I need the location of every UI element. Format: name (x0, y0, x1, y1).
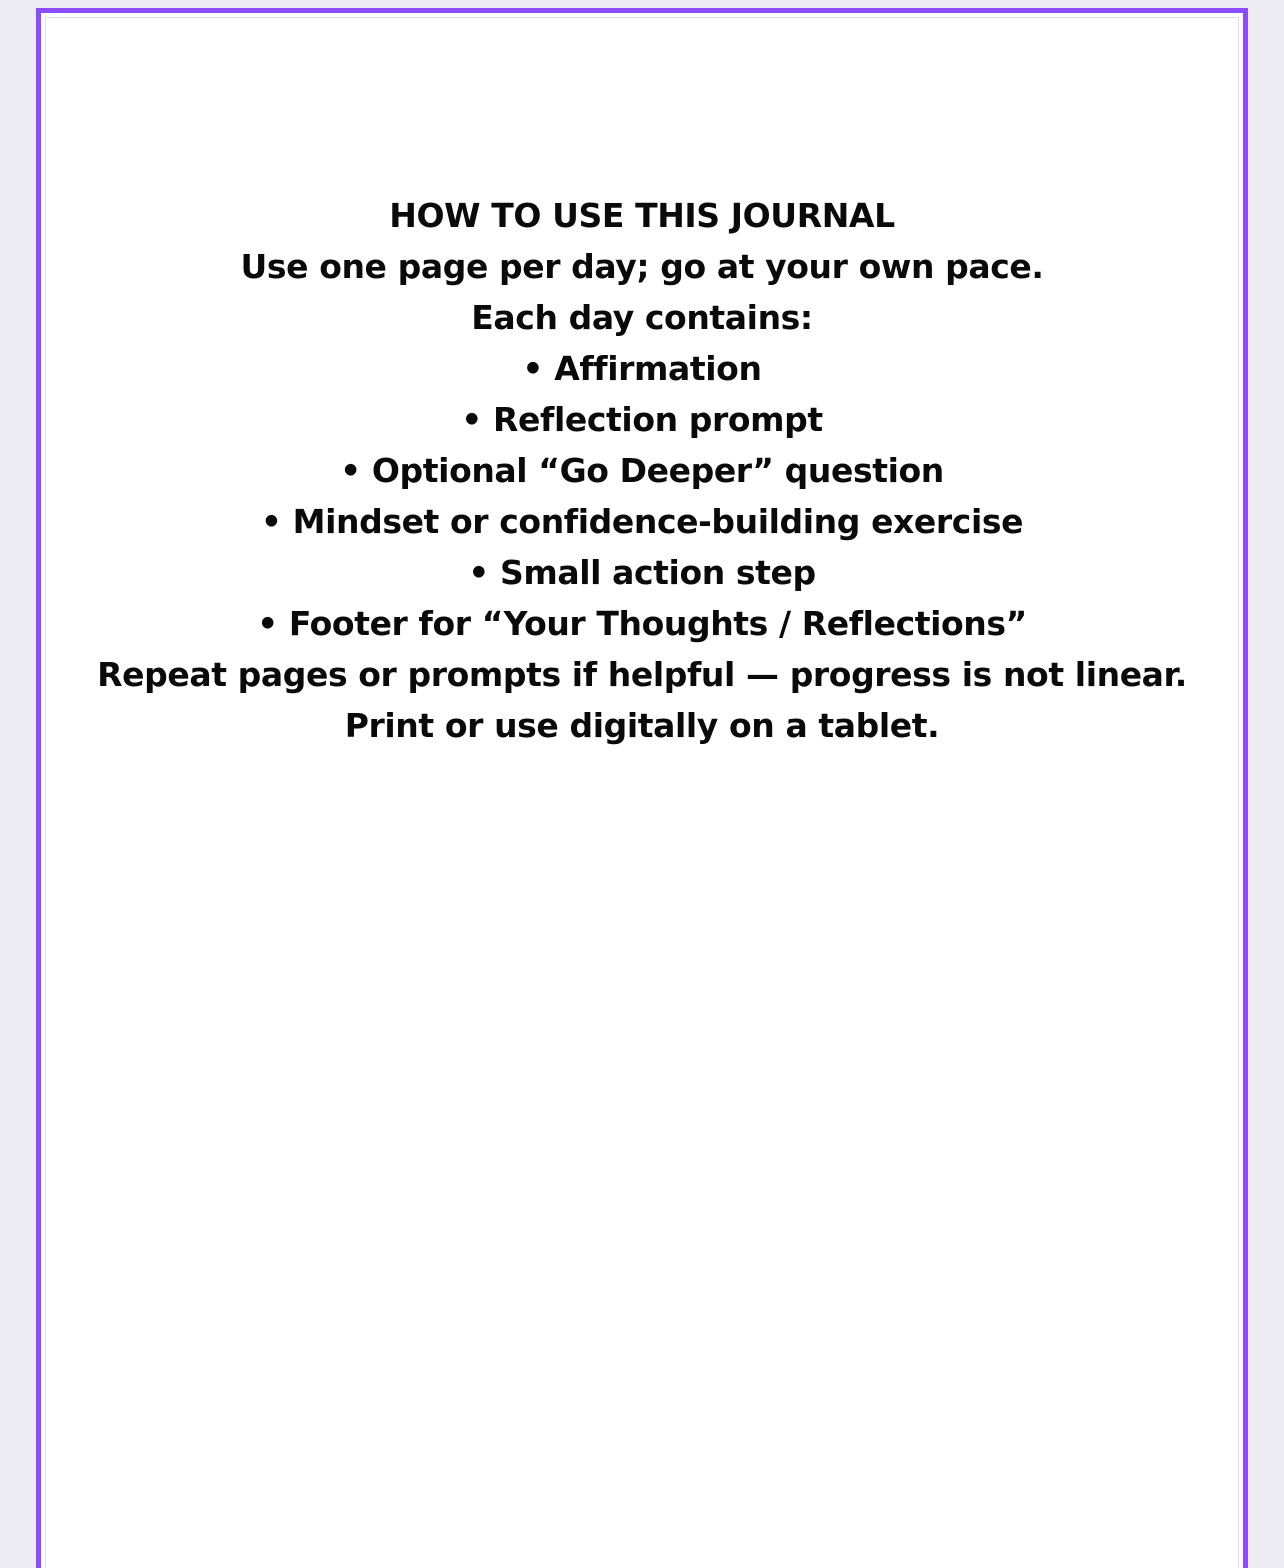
instructions-text-block[interactable] (46, 190, 1238, 751)
closing-line: Print or use digitally on a tablet. (344, 706, 940, 745)
list-item-affirmation: • Affirmation (522, 349, 762, 388)
list-item-go-deeper: • Optional “Go Deeper” question (340, 451, 944, 490)
selected-page-frame[interactable] (36, 8, 1248, 1568)
list-item-reflection-prompt: • Reflection prompt (461, 400, 823, 439)
list-item-mindset-exercise: • Mindset or confidence-building exercise (260, 502, 1024, 541)
list-heading: Each day contains: (471, 298, 813, 337)
journal-page[interactable] (45, 17, 1239, 1568)
intro-line: Use one page per day; go at your own pace. (240, 247, 1044, 286)
list-item-footer: • Footer for “Your Thoughts / Reflections” (257, 604, 1027, 643)
repeat-note: Repeat pages or prompts if helpful — progress is not linear. (97, 655, 1187, 694)
page-title: HOW TO USE THIS JOURNAL (389, 196, 895, 235)
list-item-action-step: • Small action step (468, 553, 816, 592)
